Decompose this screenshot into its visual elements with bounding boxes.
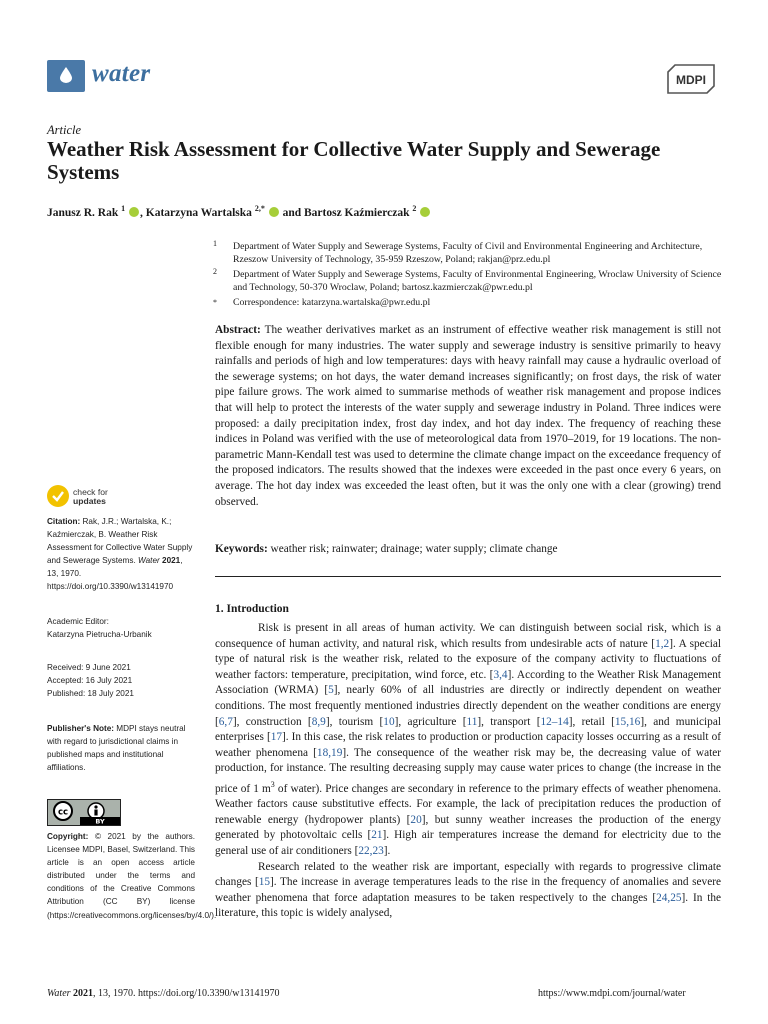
journal-name[interactable]: water (92, 60, 151, 87)
affiliation-item (213, 240, 733, 266)
abstract-label: Abstract: (215, 324, 261, 336)
editor-block (47, 615, 195, 641)
author-name[interactable]: Janusz R. Rak (47, 206, 119, 219)
author-name[interactable]: Katarzyna Wartalska (145, 206, 252, 219)
editor-name: Katarzyna Pietrucha-Urbanik (47, 630, 152, 640)
received-date: Received: 9 June 2021 (47, 663, 131, 672)
footer-year: 2021 (73, 988, 94, 999)
abstract (215, 323, 721, 510)
note-text: MDPI stays neutral with regard to jurisdictional claims in published maps and institutional affiliations. (47, 724, 186, 773)
citation-ref[interactable]: 15,16 (614, 715, 641, 728)
affiliation-number: 1 (213, 239, 217, 248)
note-label: Publisher's Note: (47, 724, 115, 733)
citation-ref[interactable]: 5 (328, 684, 334, 697)
orcid-icon[interactable] (269, 207, 279, 217)
body-text-run: ]. A special type of natural risk is the weather risk, related to the exposure of the company activity to fluctuations of weather factors: temperature, precipitation, wind force, etc. [ (215, 637, 722, 681)
body-text-run: ], retail [ (568, 715, 615, 728)
citation-ref[interactable]: 18,19 (316, 746, 343, 759)
section-heading: 1. Introduction (215, 603, 289, 615)
citation-ref[interactable]: 24,25 (656, 891, 682, 904)
body-text-run: ]. According to the Weather Risk Management Association (WRMA) [ (215, 668, 721, 697)
body-text-run: Research related to the weather risk are important, especially with regards to progressive climate changes [ (215, 860, 721, 889)
body-text-run: Risk is present in all areas of human activity. We can distinguish between social risk, which is a consequence of human activity, and natural risk, which results from undesirable acts of nature [ (215, 622, 721, 650)
citation-ref[interactable]: 12–14 (540, 715, 569, 728)
article-type: Article (47, 123, 82, 137)
body-text-run: ]. In the literature, this topic is widely analysed, (215, 891, 721, 920)
footer-citation (47, 988, 280, 999)
affiliation-number: * (213, 298, 217, 307)
superscript: 3 (270, 779, 275, 789)
affiliation-number: 2 (213, 267, 217, 276)
check-line-2: updates (73, 496, 106, 506)
author-affil-sup: 2,* (254, 204, 265, 213)
check-for-updates-label[interactable] (73, 488, 108, 506)
citation-ref[interactable]: 3,4 (493, 668, 508, 681)
body-text-run: ], agriculture [ (394, 715, 467, 728)
body-text-run: ], transport [ (477, 715, 541, 728)
citation-ref[interactable]: 20 (410, 813, 422, 826)
author-affil-sup: 1 (121, 204, 126, 213)
copyright-text: © 2021 by the authors. Licensee MDPI, Basel, Switzerland. This article is an open access article distributed under the terms and conditions of the Creative Commons Attribution (CC BY) license (https://creativecommons.org/licenses/by/4.0/). (47, 832, 217, 920)
body-text-run: ]. The consequence of the weather risk may be, the decreasing value of water production, for instance. The resulting decreasing supply may cause water prices to change (the increase in the price of 1 m (215, 746, 722, 795)
paragraph (215, 860, 721, 922)
footer-url[interactable]: https://www.mdpi.com/journal/water (538, 988, 686, 999)
footer-doi[interactable]: , 13, 1970. https://doi.org/10.3390/w13141970 (93, 988, 280, 999)
orcid-icon[interactable] (420, 207, 430, 217)
citation-ref[interactable]: 10 (383, 715, 395, 728)
section-divider (215, 576, 721, 577)
body-text-run: ], nearly 60% of all industries are directly or indirectly dependent on weather conditions. The most frequently mentioned industries directly dependent on the weather conditions are energy [ (215, 684, 721, 728)
body-text-run: of water). Price changes are secondary in reference to the primary effects of weather phenomena. Weather factors cause substitutive effects. For example, the lack of precipitation reduces the production of renewable energy (hydropower plants) [ (215, 782, 721, 826)
editor-label: Academic Editor: (47, 617, 109, 626)
citation-ref[interactable]: 1,2 (655, 637, 670, 650)
check-line-1: check for (73, 487, 108, 497)
affiliation-text: Correspondence: katarzyna.wartalska@pwr.edu.pl (233, 297, 431, 308)
affiliation-item (213, 296, 733, 309)
water-drop-icon (60, 67, 72, 83)
body-text-run: ]. High air temperatures increase the demand for electricity due to the general use of air conditioners [ (215, 829, 722, 858)
published-date: Published: 18 July 2021 (47, 689, 134, 699)
body-text-run: ]. The increase in average temperatures leads to the rise in the frequency of anomalies and severe weather phenomena that force adaptation measures to be taken respectively to the changes [ (215, 876, 721, 904)
author-affil-sup: 2 (412, 204, 417, 213)
cc-by-label: BY (95, 817, 105, 825)
mdpi-logo-icon[interactable] (665, 64, 718, 94)
citation-rest[interactable]: , 13, 1970. https://doi.org/10.3390/w13141970 (47, 556, 183, 592)
affiliation-text: Department of Water Supply and Sewerage Systems, Faculty of Civil and Environmental Engineering and Architecture, Rzeszow University of Technology, 35-959 Rzeszow, Poland; rakjan@prz.edu.pl (233, 241, 703, 265)
citation-ref[interactable]: 21 (371, 829, 383, 842)
citation-block (47, 515, 195, 594)
citation-ref[interactable]: 11 (466, 715, 478, 728)
body-text-run: ]. In this case, the risk relates to production or production capacity losses occurring as a result of weather phenomena [ (215, 731, 721, 759)
keywords (215, 543, 721, 555)
footer-journal: Water (47, 988, 71, 999)
citation-ref[interactable]: 17 (270, 731, 283, 744)
paragraph (215, 621, 721, 860)
body-text-run: ], but sunny weather increases the production of the energy generated by photovoltaic cells [ (215, 813, 721, 842)
body-text-run: ], construction [ (232, 715, 312, 728)
author-name[interactable]: Bartosz Kaźmierczak (303, 206, 410, 219)
copyright-block (47, 830, 217, 922)
citation-year: 2021 (162, 556, 181, 566)
citation-journal: Water (138, 556, 160, 566)
citation-ref[interactable]: 6,7 (218, 715, 233, 728)
article-title: Weather Risk Assessment for Collective Water Supply and Sewerage Systems (47, 137, 661, 184)
citation-ref[interactable]: 22,23 (358, 845, 384, 858)
affiliation-item (213, 268, 733, 294)
citation-ref[interactable]: 8,9 (311, 715, 326, 728)
abstract-text: The weather derivatives market as an instrument of effective weather risk management is still not flexible enough for many industries. The water supply and sewerage industry is sensitive primarily to heavy rainfalls and periods of high and low temperatures: days with heavy rainfall may cause a hydraulic overload of the sewerage systems; on hot days, the water demand increases significantly; on frost days, the risk of water pipe failure grows. The work aimed to summarise methods of weather risk management and propose indices that will help to protect the interests of the water supply and sewerage industry in Poland. Three indices were proposed: a daily precipitation index, frost day index, and hot day index. The frequency of reaching these indices in Poland was verified with the use of meteorological data from 1970–2019, for 19 locations. The non-parametric Mann-Kendall test was used to determine the climate change impact on the exceedance frequency of the proposed indicators. The results showed that the indexes were exceeded in the past once every 6 years, on average. The hot day index was exceeded the least often, but it was the only one with a clear (growing) trend observed. (215, 324, 721, 508)
citation-label: Citation: (47, 517, 81, 526)
citation-ref[interactable]: 15 (258, 876, 271, 889)
accepted-date: Accepted: 16 July 2021 (47, 676, 133, 686)
body-text-run: ], tourism [ (325, 715, 384, 728)
cc-by-badge[interactable] (47, 799, 121, 826)
body-text-run: ], and municipal enterprises [ (215, 715, 721, 744)
keywords-label: Keywords: (215, 543, 268, 555)
affiliation-text: Department of Water Supply and Sewerage Systems, Faculty of Environmental Engineering, Wroclaw University of Science and Technology, 50-370 Wroclaw, Poland; bartosz.kazmierczak@pwr.edu.pl (233, 269, 722, 293)
check-for-updates-icon[interactable] (47, 485, 69, 507)
citation-text: Rak, J.R.; Wartalska, K.; Kaźmierczak, B. Weather Risk Assessment for Collective Water Supply and Sewerage Systems. (47, 517, 193, 566)
body-text (215, 621, 721, 922)
author-list: Janusz R. Rak $^1$ , Katarzyna Wartalska $^{2,*}$ and Bartosz Kaźmierczak $^2$ (47, 204, 431, 219)
dates-block (47, 661, 195, 700)
svg-text:cc: cc (57, 807, 69, 818)
affiliations (213, 240, 733, 309)
body-text-run: ]. (383, 845, 391, 858)
orcid-icon[interactable] (129, 207, 139, 217)
copyright-label: Copyright: (47, 832, 89, 841)
publisher-name: MDPI (676, 73, 706, 87)
publisher-note (47, 722, 195, 774)
author-conjunction: and (282, 206, 302, 219)
keywords-text: weather risk; rainwater; drainage; water supply; climate change (270, 543, 558, 555)
